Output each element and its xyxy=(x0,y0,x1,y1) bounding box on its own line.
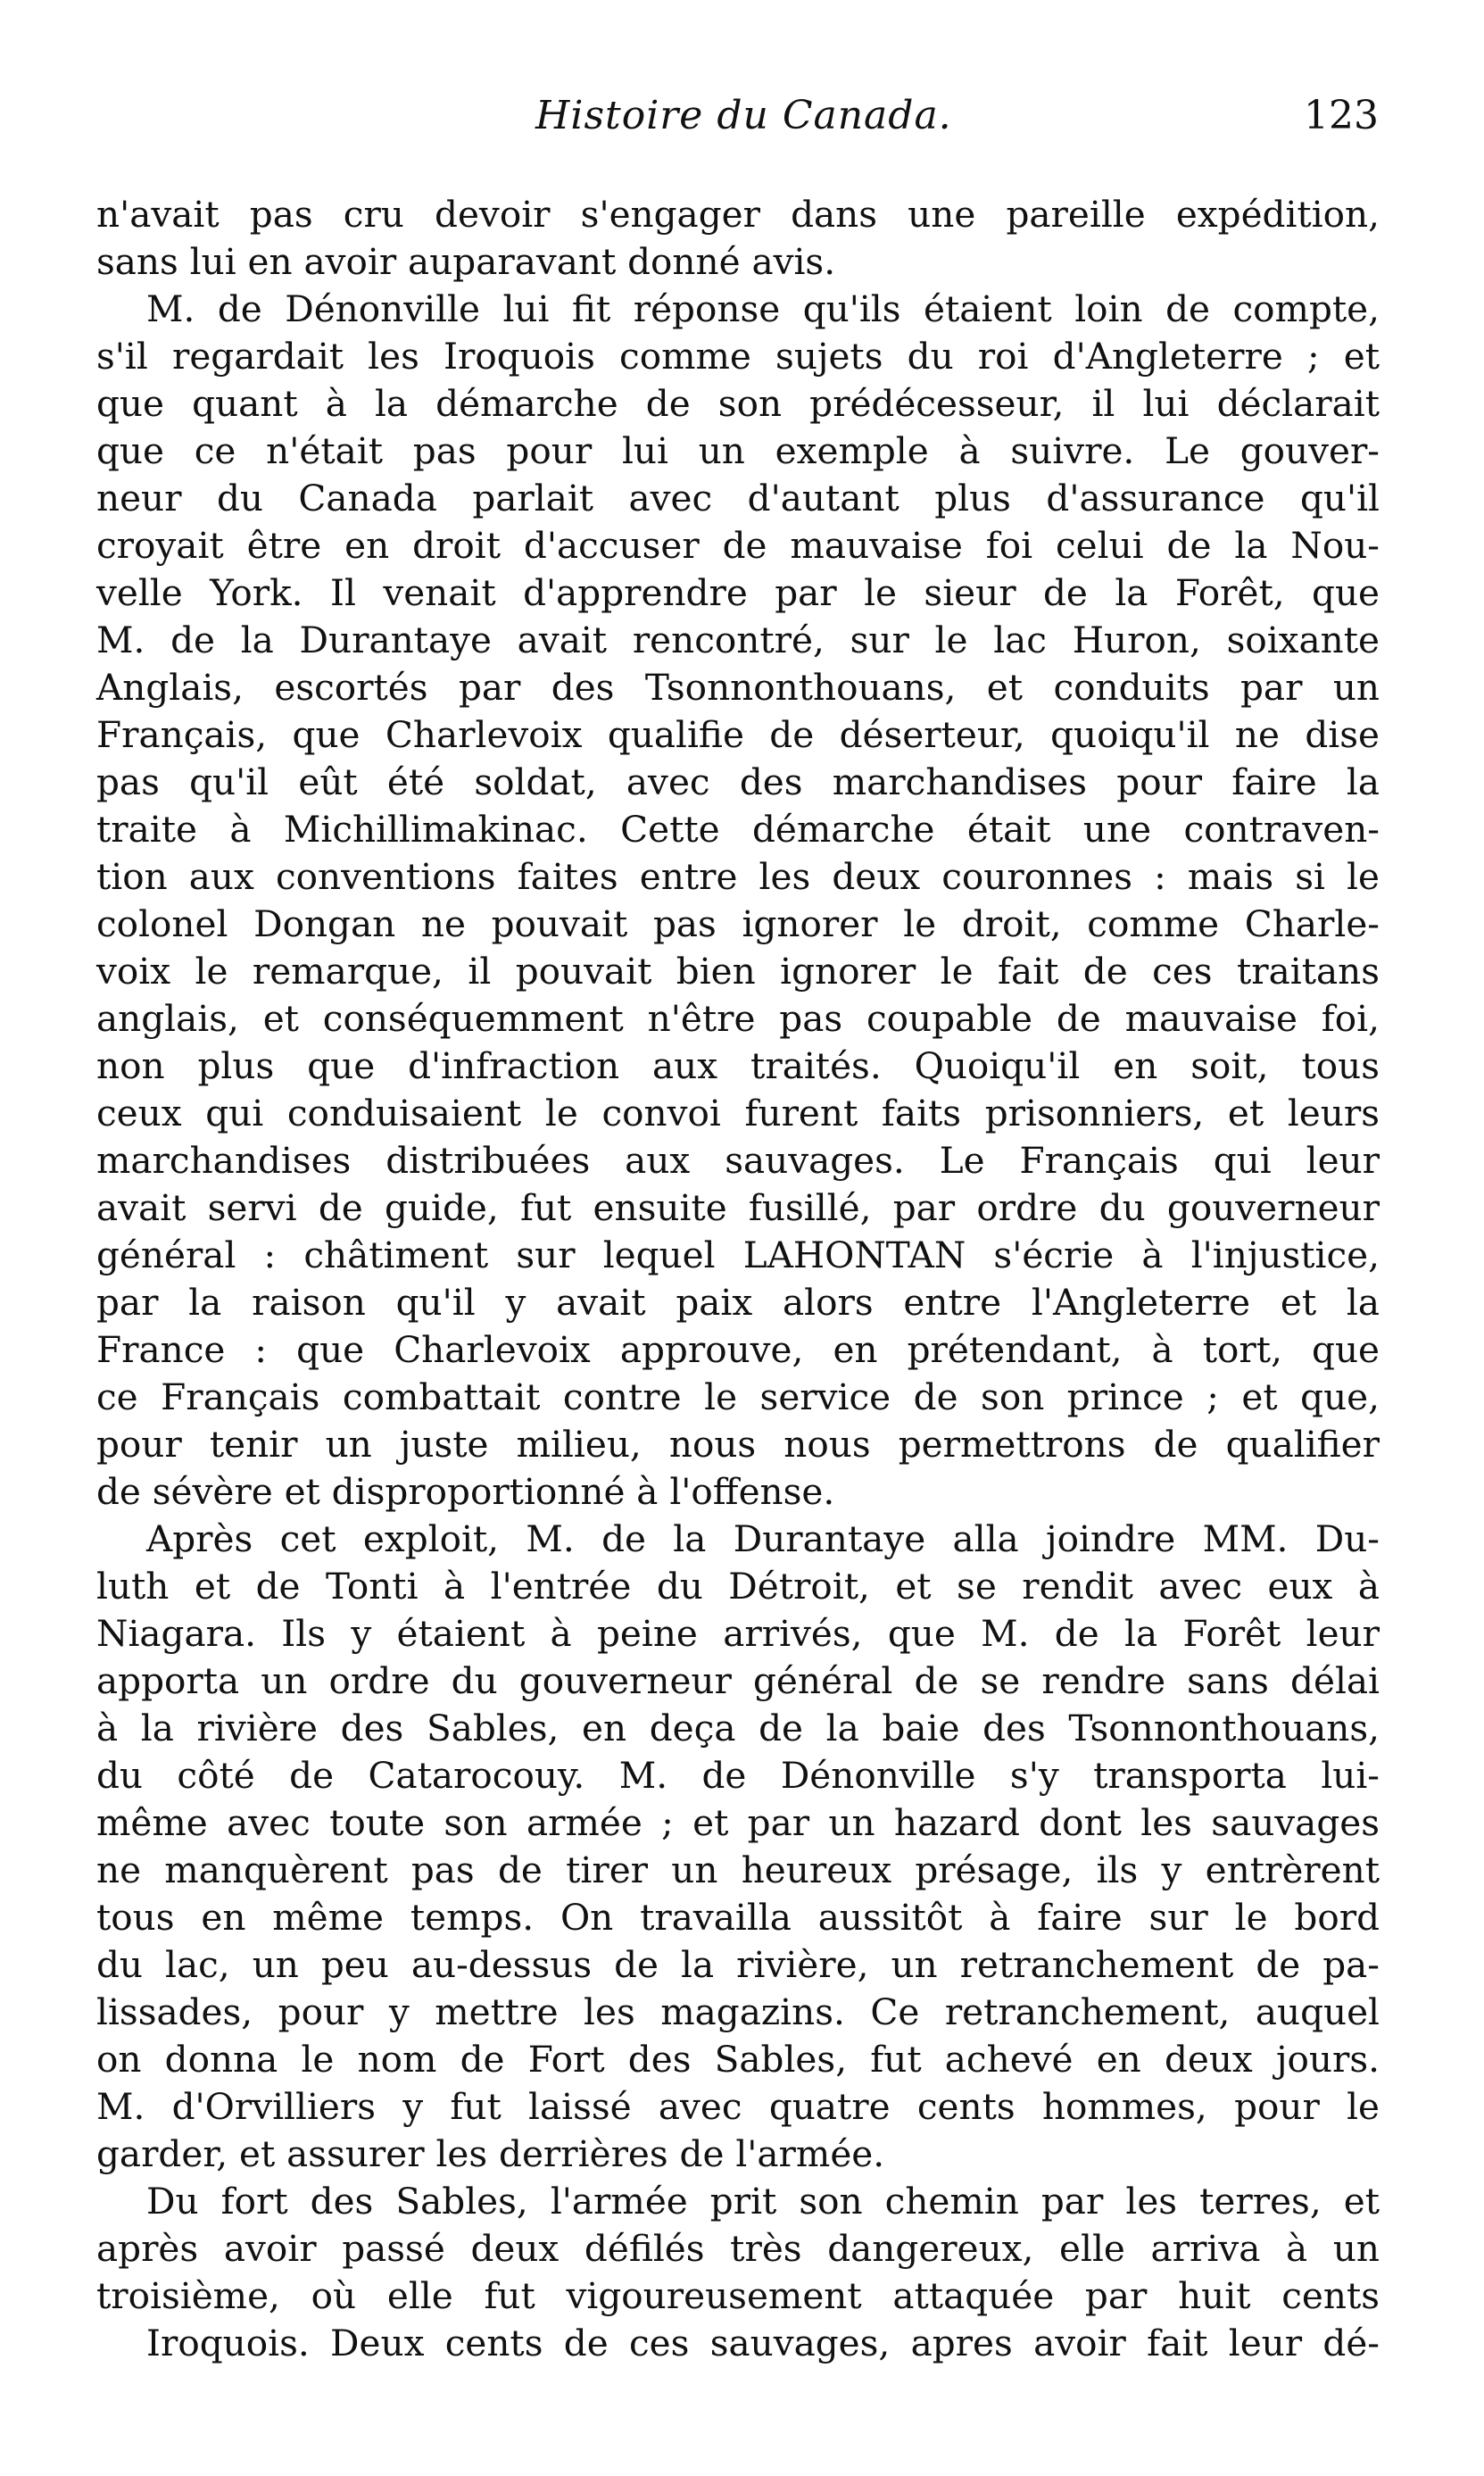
text-line: anglais, et conséquemment n'être pas coupable de mauvaise foi, xyxy=(96,997,1380,1040)
text-line: Iroquois. Deux cents de ces sauvages, apres avoir fait leur dé- xyxy=(146,2322,1380,2364)
body-text xyxy=(96,191,1380,2440)
text-line: velle York. Il venait d'apprendre par le sieur de la Forêt, que xyxy=(96,571,1380,614)
text-line: on donna le nom de Fort des Sables, fut achevé en deux jours. xyxy=(96,2038,1380,2081)
text-line: croyait être en droit d'accuser de mauvaise foi celui de la Nou- xyxy=(96,524,1380,567)
text-line: pas qu'il eût été soldat, avec des marchandises pour faire la xyxy=(96,760,1380,803)
text-line: Français, que Charlevoix qualifie de déserteur, quoiqu'il ne dise xyxy=(96,713,1380,756)
text-line: M. d'Orvilliers y fut laissé avec quatre cents hommes, pour le xyxy=(96,2085,1380,2128)
text-line: ce Français combattait contre le service de son prince ; et que, xyxy=(96,1375,1380,1418)
text-line: Du fort des Sables, l'armée prit son chemin par les terres, et xyxy=(146,2180,1380,2223)
text-line: s'il regardait les Iroquois comme sujets du roi d'Angleterre ; et xyxy=(96,335,1380,378)
text-line: à la rivière des Sables, en deça de la baie des Tsonnonthouans, xyxy=(96,1707,1380,1749)
text-line: France : que Charlevoix approuve, en prétendant, à tort, que xyxy=(96,1328,1380,1371)
text-line: par la raison qu'il y avait paix alors entre l'Angleterre et la xyxy=(96,1281,1380,1324)
text-line: avait servi de guide, fut ensuite fusillé, par ordre du gouverneur xyxy=(96,1186,1380,1229)
text-line: colonel Dongan ne pouvait pas ignorer le droit, comme Charle- xyxy=(96,902,1380,945)
text-line: Après cet exploit, M. de la Durantaye alla joindre MM. Du- xyxy=(146,1517,1380,1560)
text-line: traite à Michillimakinac. Cette démarche était une contraven- xyxy=(96,808,1380,851)
text-line: même avec toute son armée ; et par un hazard dont les sauvages xyxy=(96,1801,1380,1844)
text-line: du côté de Catarocouy. M. de Dénonville s'y transporta lui- xyxy=(96,1754,1380,1797)
text-line: luth et de Tonti à l'entrée du Détroit, et se rendit avec eux à xyxy=(96,1565,1380,1608)
text-line: de sévère et disproportionné à l'offense. xyxy=(96,1470,835,1513)
text-line: ceux qui conduisaient le convoi furent faits prisonniers, et leurs xyxy=(96,1092,1380,1134)
text-line: lissades, pour y mettre les magazins. Ce retranchement, auquel xyxy=(96,1990,1380,2033)
page-number: 123 xyxy=(1304,93,1379,138)
text-line: n'avait pas cru devoir s'engager dans une pareille expédition, xyxy=(96,193,1380,236)
text-line: Niagara. Ils y étaient à peine arrivés, que M. de la Forêt leur xyxy=(96,1612,1380,1655)
text-line: Anglais, escortés par des Tsonnonthouans, et conduits par un xyxy=(96,666,1380,709)
running-head xyxy=(0,89,1484,152)
text-line: marchandises distribuées aux sauvages. Le Français qui leur xyxy=(96,1139,1380,1182)
text-line: voix le remarque, il pouvait bien ignorer le fait de ces traitans xyxy=(96,950,1380,993)
text-line: du lac, un peu au-dessus de la rivière, un retranchement de pa- xyxy=(96,1943,1380,1986)
text-line: M. de Dénonville lui fit réponse qu'ils étaient loin de compte, xyxy=(146,287,1380,330)
text-line: M. de la Durantaye avait rencontré, sur le lac Huron, soixante xyxy=(96,619,1380,661)
text-line: sans lui en avoir auparavant donné avis. xyxy=(96,240,836,283)
text-line: tous en même temps. On travailla aussitôt à faire sur le bord xyxy=(96,1896,1380,1939)
text-line: après avoir passé deux défilés très dangereux, elle arriva à un xyxy=(96,2227,1380,2270)
text-line: ne manquèrent pas de tirer un heureux présage, ils y entrèrent xyxy=(96,1849,1380,1891)
text-line: que quant à la démarche de son prédécesseur, il lui déclarait xyxy=(96,382,1380,425)
text-line: tion aux conventions faites entre les deux couronnes : mais si le xyxy=(96,855,1380,898)
text-line: neur du Canada parlait avec d'autant plus d'assurance qu'il xyxy=(96,477,1380,519)
text-line: non plus que d'infraction aux traités. Quoiqu'il en soit, tous xyxy=(96,1044,1380,1087)
text-line: troisième, où elle fut vigoureusement attaquée par huit cents xyxy=(96,2274,1380,2317)
text-line: général : châtiment sur lequel LAHONTAN s'écrie à l'injustice, xyxy=(96,1234,1380,1276)
text-line: pour tenir un juste milieu, nous nous permettrons de qualifier xyxy=(96,1423,1380,1466)
text-line: apporta un ordre du gouverneur général de se rendre sans délai xyxy=(96,1659,1380,1702)
text-line: que ce n'était pas pour lui un exemple à suivre. Le gouver- xyxy=(96,429,1380,472)
running-title: Histoire du Canada. xyxy=(535,93,952,138)
text-line: garder, et assurer les derrières de l'armée. xyxy=(96,2132,885,2175)
